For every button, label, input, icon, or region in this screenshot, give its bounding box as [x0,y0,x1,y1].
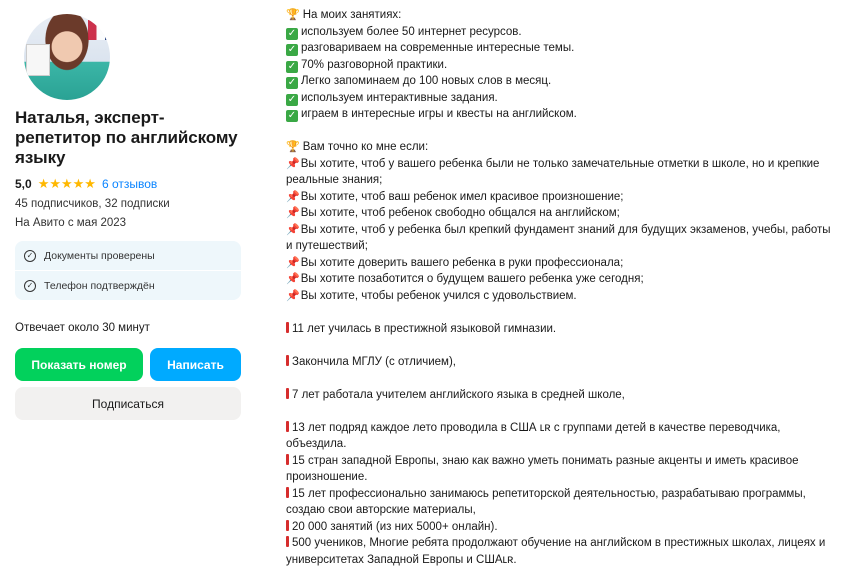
list-item: 📌Вы хотите, чтоб ваш ребенок имел красивое произношение; [286,190,624,203]
fact-item: 500 учеников, Многие ребята продолжают обучение на английском в престижных школах, лицеях и университетах Западной Европы и СШАʟʀ. [286,537,826,566]
subscribe-button[interactable]: Подписаться [15,387,241,420]
exclamation-icon [286,454,289,465]
list-item: 📌Вы хотите, чтоб ребенок свободно общался на английском; [286,207,620,219]
check-icon: ✓ [287,77,297,88]
list-item: 📌Вы хотите позаботится о будущем вашего ребенка уже сегодня; [286,273,644,285]
fact-item: 13 лет подряд каждое лето проводила в США ʟʀ с группами детей в качестве переводчика, объездила. [286,421,781,450]
pin-icon: 📌 [286,223,300,236]
badge-documents [15,241,241,270]
lessons-title: 🏆 На моих занятиях: [286,9,402,21]
list-item: ✓ используем интерактивные задания. [287,91,498,105]
pin-icon: 📌 [286,207,300,219]
fact-item: Закончила МГЛУ (с отличием), [286,354,836,371]
rating-score: 5,0 [15,177,32,191]
fact-item: 11 лет училась в престижной языковой гимназии. [286,321,836,338]
list-item: ✓ Легко запоминаем до 100 новых слов в месяц. [287,75,552,88]
exclamation-icon [286,355,289,366]
avatar[interactable] [24,14,110,100]
for-you-title: 🏆 Вам точно ко мне если: [286,141,429,153]
exclamation-icon [286,487,289,498]
star-icons: ★★★★★ [37,176,96,191]
exclamation-icon [286,536,289,547]
check-icon: ✓ [287,110,297,121]
list-item: 📌Вы хотите доверить вашего ребенка в руки профессионала; [286,256,624,269]
pin-icon: 📌 [286,190,300,203]
show-phone-button[interactable]: Показать номер [15,348,143,381]
check-circle-icon: ✓ [24,250,36,262]
verification-badges [15,241,241,300]
member-since: На Авито с мая 2023 [15,217,127,229]
write-button[interactable]: Написать [150,348,241,381]
seller-panel [15,14,241,420]
list-item: ✓ играем в интересные игры и квесты на английском. [287,108,577,121]
list-item: ✓ используем более 50 интернет ресурсов. [287,25,522,39]
followers-text: 45 подписчиков, 32 подписки [15,198,170,210]
check-icon: ✓ [287,93,297,105]
description [286,7,836,568]
trophy-icon: 🏆 [286,9,300,21]
reviews-link[interactable]: 6 отзывов [101,177,158,191]
pin-icon: 📌 [286,273,300,285]
badge-label: Документы проверены [44,249,155,262]
pin-icon: 📌 [286,157,300,170]
rating-row [15,176,241,192]
fact-item: 7 лет работала учителем английского языка в средней школе, [286,387,836,404]
fact-item: 15 лет профессионально занимаюсь репетиторской деятельностью, разрабатываю программы, создаю свои авторские материалы, [286,487,806,516]
fact-item: 15 стран западной Европы, знаю как важно уметь понимать разные акценты и иметь красивое произношение. [286,454,799,483]
trophy-icon: 🏆 [286,141,300,153]
list-item: 📌Вы хотите, чтоб у ребенка был крепкий фундамент знаний для будущих экзаменов, учебы, работы и путешествий; [286,223,831,252]
exclamation-icon [286,388,289,399]
list-item: 📌Вы хотите, чтоб у вашего ребенка были не только замечательные отметки в школе, но и крепкие реальные знания; [286,157,820,186]
pin-icon: 📌 [286,289,300,302]
badge-phone [15,270,241,300]
exclamation-icon [286,520,289,531]
check-circle-icon: ✓ [24,280,36,292]
flag-image [88,20,110,40]
list-item: ✓ разговариваем на современные интересные темы. [287,42,575,55]
pin-icon: 📌 [286,256,300,269]
list-item: 📌Вы хотите, чтобы ребенок учился с удовольствием. [286,289,577,302]
check-icon: ✓ [287,60,297,72]
response-time: Отвечает около 30 минут [15,322,150,334]
fact-item: 20 000 занятий (из них 5000+ онлайн). [286,519,836,536]
exclamation-icon [286,421,289,432]
certificate-image [26,44,50,76]
list-item: ✓ 70% разговорной практики. [287,58,448,72]
badge-label: Телефон подтверждён [44,279,155,292]
check-icon: ✓ [287,44,297,55]
check-icon: ✓ [287,27,297,39]
seller-name[interactable]: Наталья, эксперт-репетитор по английскому языку [15,108,238,167]
exclamation-icon [286,322,289,333]
